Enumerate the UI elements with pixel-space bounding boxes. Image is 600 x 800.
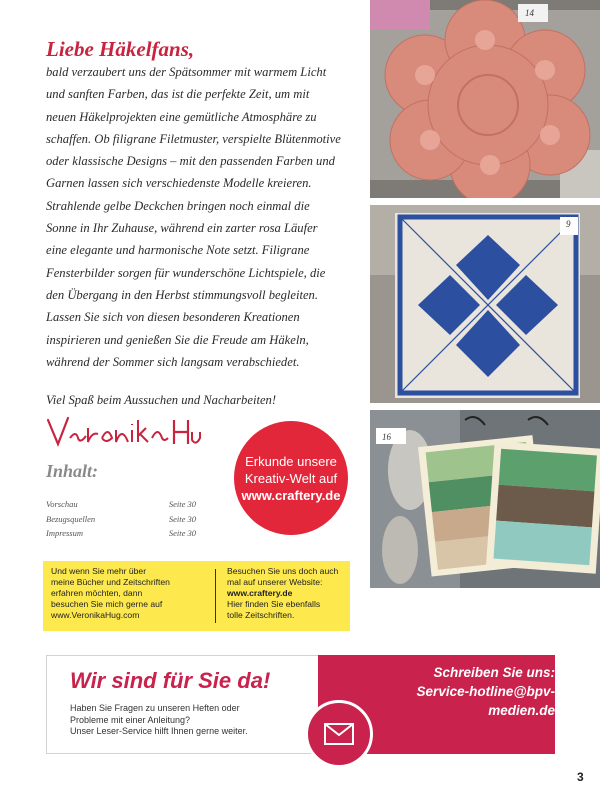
photo-number: 14 [525, 8, 534, 18]
intro-line: Lassen Sie sich von diesen besonderen Kreationen [46, 310, 300, 325]
info-line: mal auf unserer Website: [227, 577, 323, 587]
closing-line: Viel Spaß beim Aussuchen und Nacharbeiten! [46, 393, 277, 407]
contents-list [46, 497, 196, 541]
photo-number: 9 [566, 219, 571, 229]
intro-line: Garnen lassen sich verschiedenste Modelle kreieren. [46, 176, 312, 191]
info-divider [215, 569, 216, 623]
badge-url[interactable]: www.craftery.de [241, 487, 341, 503]
contents-item-label: Bezugsquellen [46, 513, 96, 524]
photo-number: 16 [382, 432, 391, 442]
greeting-heading: Liebe Häkelfans, [46, 37, 195, 61]
craftery-website-link[interactable]: www.craftery.de [227, 588, 293, 598]
intro-line: schaffen. Ob filigrane Filetmuster, verspielte Blütenmotive [46, 131, 341, 146]
contents-item [46, 526, 196, 541]
contents-item-page: Seite 30 [168, 528, 196, 538]
intro-line: oder klassische Designs – mit den passenden Farben und [46, 154, 335, 169]
contents-item-label: Vorschau [46, 499, 78, 509]
service-line: Haben Sie Fragen zu unseren Heften oder [70, 703, 240, 713]
contents-item [46, 497, 196, 512]
author-info [51, 566, 201, 621]
info-line: Und wenn Sie mehr über [51, 566, 147, 576]
contact-heading: Schreiben Sie uns: [433, 665, 555, 680]
intro-line: neuen Häkelprojekten eine gemütliche Atmosphäre zu [46, 109, 317, 124]
craftery-badge[interactable] [234, 421, 348, 535]
info-line: besuchen Sie mich gerne auf [51, 599, 163, 609]
intro-line: eine elegante und harmonische Note setzt. Filigrane [46, 243, 310, 258]
contents-item-label: Impressum [46, 528, 83, 538]
intro-line: Strahlende gelbe Deckchen bringen noch einmal die [46, 198, 310, 213]
intro-line: und sanften Farben, das ist die perfekte Zeit, um mit [46, 87, 310, 102]
intro-line: Sonne in Ihr Zuhause, während ein zarter rosa Läufer [46, 221, 318, 236]
badge-line: Kreativ-Welt auf [244, 470, 338, 486]
service-title: Wir sind für Sie da! [70, 668, 271, 693]
pink-doily-photo [370, 0, 600, 198]
contents-title: Inhalt: [46, 461, 99, 481]
contents-item [46, 512, 196, 527]
contact-cta [350, 663, 555, 720]
contents-item-page: Seite 30 [168, 513, 196, 524]
info-line: meine Bücher und Zeitschriften [51, 577, 170, 587]
service-line: Unser Leser-Service hilft Ihnen gerne weiter. [70, 726, 248, 737]
intro-line: während der Sommer sich langsam verabschiedet. [46, 354, 300, 369]
badge-line: Erkunde unsere [245, 453, 337, 469]
website-info-box [43, 561, 350, 631]
service-text [70, 703, 300, 738]
craftery-info [227, 566, 345, 621]
intro-line: Fensterbilder sorgen für wunderschöne Lichtspiele, die [46, 265, 326, 280]
mail-icon[interactable] [305, 700, 373, 768]
potholder-photo [370, 410, 600, 588]
contents-item-page: Seite 30 [168, 499, 196, 509]
info-line: Hier finden Sie ebenfalls [227, 599, 321, 609]
contact-email-link-cont[interactable]: medien.de [488, 703, 555, 718]
intro-line: bald verzaubert uns der Spätsommer mit warmem Licht [46, 65, 327, 79]
blue-square-photo [370, 205, 600, 403]
author-website-link[interactable]: www.VeronikaHug.com [51, 610, 140, 620]
info-line: erfahren möchten, dann [51, 588, 143, 598]
intro-line: den Übergang in den Herbst stimmungsvoll begleiten. [46, 287, 319, 302]
handwritten-signature [44, 414, 204, 450]
info-line: tolle Zeitschriften. [227, 610, 295, 620]
service-line: Probleme mit einer Anleitung? [70, 714, 191, 725]
intro-line: inspirieren und genießen Sie die Freude am Häkeln, [46, 332, 309, 347]
intro-text [46, 61, 361, 373]
page-number: 3 [577, 770, 584, 784]
info-line: Besuchen Sie uns doch auch [227, 566, 339, 576]
contact-email-link[interactable]: Service-hotline@bpv- [416, 684, 555, 699]
